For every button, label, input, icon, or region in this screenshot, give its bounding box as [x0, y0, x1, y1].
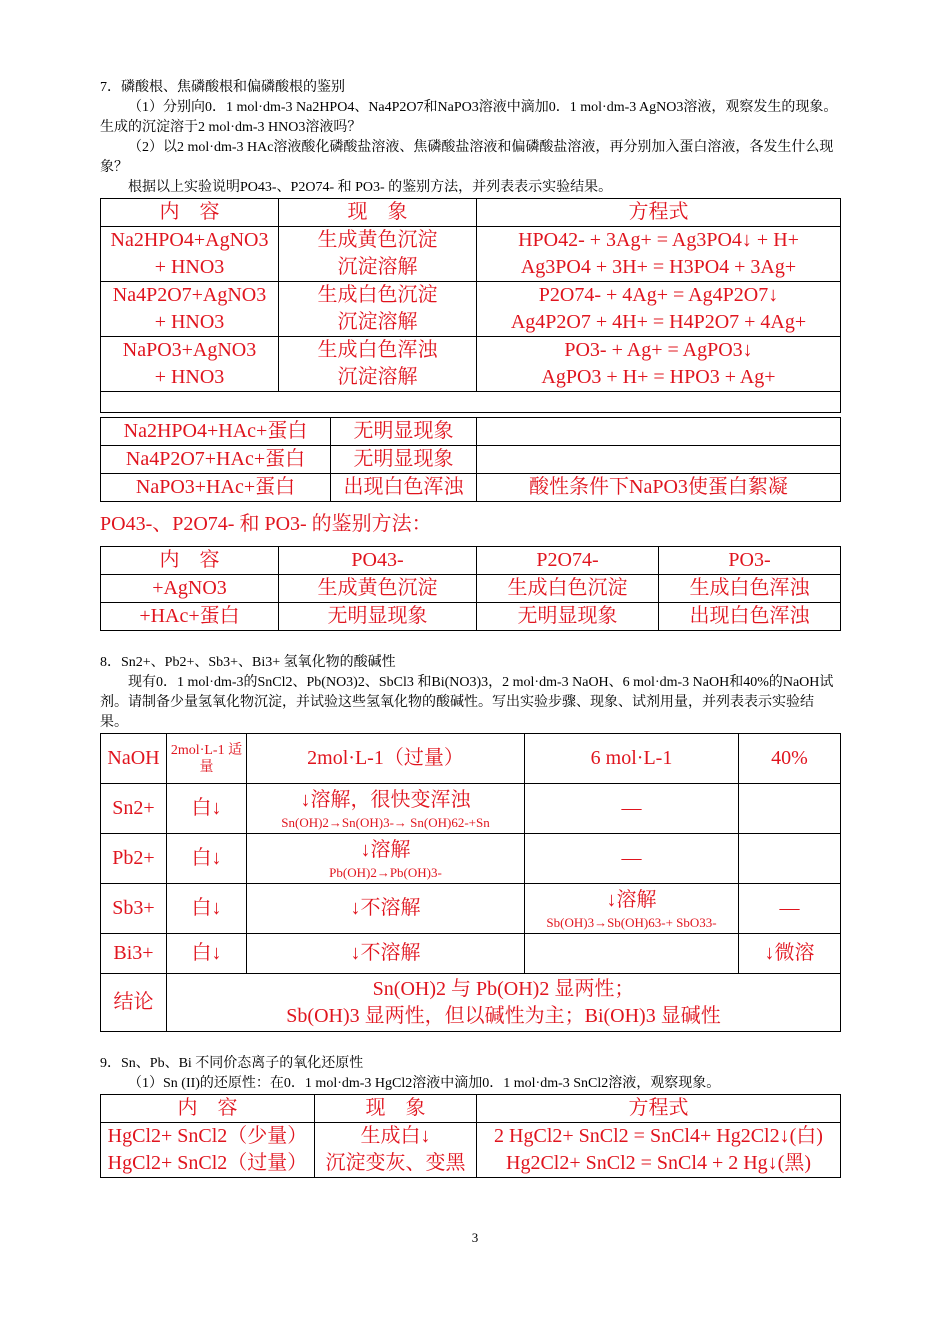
- table-row: [101, 884, 841, 934]
- cell-6m: [525, 934, 739, 974]
- header-6m: 6 mol·L-1: [525, 734, 739, 784]
- table-header-row: [101, 1095, 841, 1123]
- section-7-para-2: （2）以2 mol·dm-3 HAc溶液酸化磷酸盐溶液、焦磷酸盐溶液和偏磷酸盐溶液，再分别加入蛋白溶液，各发生什么现象？: [100, 140, 834, 175]
- cell-result: 生成白色沉淀: [477, 575, 659, 603]
- cell-ion: Bi3+: [101, 934, 167, 974]
- cell-ion: Pb2+: [101, 834, 167, 884]
- header-po4: PO43-: [279, 547, 477, 575]
- cell-40pct: [739, 834, 841, 884]
- protein-table: [100, 417, 841, 502]
- table-row: [101, 392, 841, 413]
- header-equation: 方程式: [477, 199, 841, 227]
- table-row: [101, 934, 841, 974]
- method-title: PO43-、P2O74- 和 PO3- 的鉴别方法：: [100, 513, 432, 535]
- cell-equation: AgPO3 + H+ = HPO3 + Ag+: [541, 366, 776, 388]
- document-page: [100, 78, 840, 1178]
- table-row: [101, 784, 841, 834]
- section-8-title: 8．Sn2+、Pb2+、Sb3+、Bi3+ 氢氧化物的酸碱性: [100, 655, 396, 670]
- table-header-row: [101, 547, 841, 575]
- header-naoh: NaOH: [101, 734, 167, 784]
- cell-2m-proper: 白↓: [167, 834, 247, 884]
- cell-phenomenon: 沉淀溶解: [337, 256, 418, 278]
- cell-phenomenon: 出现白色浑浊: [331, 474, 477, 502]
- cell-result: 无明显现象: [279, 603, 477, 631]
- cell-2m-excess-eq: Pb(OH)2→Pb(OH)3-: [329, 864, 442, 880]
- cell-phenomenon: 生成白↓: [360, 1125, 431, 1147]
- header-content: 内 容: [101, 547, 279, 575]
- cell-6m: —: [525, 784, 739, 834]
- table-row: [101, 418, 841, 446]
- header-phenomenon: 现 象: [279, 199, 477, 227]
- cell-result: 无明显现象: [477, 603, 659, 631]
- cell-phenomenon: 沉淀溶解: [337, 311, 418, 333]
- cell-2m-proper: 白↓: [167, 934, 247, 974]
- table-row: [101, 1123, 841, 1178]
- page-number: 3: [471, 1230, 479, 1245]
- cell-40pct: ↓微溶: [739, 934, 841, 974]
- cell-content: Na4P2O7+HAc+蛋白: [101, 446, 331, 474]
- cell-equation: 2 HgCl2+ SnCl2 = SnCl4+ Hg2Cl2↓(白): [494, 1125, 823, 1147]
- cell-6m-eq: Sb(OH)3→Sb(OH)63-+ SbO33-: [546, 914, 717, 930]
- cell-content: + HNO3: [154, 311, 225, 333]
- cell-content: NaPO3+AgNO3: [122, 339, 257, 361]
- cell-equation: HPO42- + 3Ag+ = Ag3PO4↓ + H+: [518, 229, 799, 251]
- header-2m-excess: 2mol·L-1（过量）: [247, 734, 525, 784]
- table-row: [101, 446, 841, 474]
- cell-content: +AgNO3: [101, 575, 279, 603]
- header-equation: 方程式: [477, 1095, 841, 1123]
- cell-equation: [477, 418, 841, 446]
- cell-equation: 酸性条件下NaPO3使蛋白絮凝: [477, 474, 841, 502]
- conclusion-label: 结论: [101, 974, 167, 1032]
- header-p2o7: P2O74-: [477, 547, 659, 575]
- cell-content: NaPO3+HAc+蛋白: [101, 474, 331, 502]
- cell-2m-proper: 白↓: [167, 884, 247, 934]
- cell-equation: [477, 446, 841, 474]
- cell-phenomenon: 沉淀变灰、变黑: [325, 1152, 466, 1174]
- cell-content: HgCl2+ SnCl2（少量）: [107, 1125, 308, 1147]
- empty-cell: [101, 392, 841, 413]
- table-row: [101, 603, 841, 631]
- method-table: [100, 546, 841, 631]
- cell-content: +HAc+蛋白: [101, 603, 279, 631]
- table-row: [101, 282, 841, 337]
- phosphate-table: [100, 198, 841, 413]
- section-7-title: 7．磷酸根、焦磷酸根和偏磷酸根的鉴别: [100, 80, 345, 95]
- cell-2m-excess: ↓不溶解: [247, 934, 525, 974]
- table-row: [101, 227, 841, 282]
- cell-equation: Hg2Cl2+ SnCl2 = SnCl4 + 2 Hg↓(黑): [506, 1152, 811, 1174]
- section-9-para-1: （1）Sn (II)的还原性：在0．1 mol·dm-3 HgCl2溶液中滴加0．1 mol·dm-3 SnCl2溶液，观察现象。: [128, 1076, 721, 1091]
- cell-equation: Ag4P2O7 + 4H+ = H4P2O7 + 4Ag+: [510, 311, 807, 333]
- cell-content: + HNO3: [154, 366, 225, 388]
- cell-content: + HNO3: [154, 256, 225, 278]
- cell-ion: Sn2+: [101, 784, 167, 834]
- cell-6m: —: [525, 834, 739, 884]
- cell-phenomenon: 沉淀溶解: [337, 366, 418, 388]
- cell-2m-excess: ↓不溶解: [247, 884, 525, 934]
- cell-phenomenon: 生成黄色沉淀: [317, 229, 438, 251]
- cell-equation: P2O74- + 4Ag+ = Ag4P2O7↓: [538, 284, 779, 306]
- table-header-row: [101, 199, 841, 227]
- cell-phenomenon: 无明显现象: [331, 446, 477, 474]
- header-content: 内 容: [101, 199, 279, 227]
- section-7-para-3: 根据以上实验说明PO43-、P2O74- 和 PO3- 的鉴别方法，并列表表示实验结果。: [128, 180, 613, 195]
- cell-result: 生成白色浑浊: [659, 575, 841, 603]
- table-row: [101, 474, 841, 502]
- header-po3: PO3-: [659, 547, 841, 575]
- header-content: 内 容: [101, 1095, 315, 1123]
- cell-content: Na2HPO4+HAc+蛋白: [101, 418, 331, 446]
- section-9-title: 9．Sn、Pb、Bi 不同价态离子的氧化还原性: [100, 1056, 364, 1071]
- cell-content: HgCl2+ SnCl2（过量）: [107, 1152, 308, 1174]
- cell-result: 出现白色浑浊: [659, 603, 841, 631]
- redox-table: [100, 1094, 841, 1178]
- hydroxide-table: [100, 733, 841, 1032]
- cell-2m-excess: ↓溶解，很快变浑浊: [300, 788, 471, 811]
- cell-equation: PO3- + Ag+ = AgPO3↓: [564, 339, 753, 361]
- cell-2m-proper: 白↓: [167, 784, 247, 834]
- section-8-para-1: 现有0．1 mol·dm-3的SnCl2、Pb(NO3)2、SbCl3 和Bi(NO3)3，2 mol·dm-3 NaOH、6 mol·dm-3 NaOH和40%的NaOH试剂。请制备少量氢氧化物沉淀，并试验这些氢氧化物的酸碱性。写出实验步骤、现象、试剂用量，并列表表示实验结果。: [100, 675, 834, 730]
- cell-6m: ↓溶解: [606, 888, 657, 911]
- cell-ion: Sb3+: [101, 884, 167, 934]
- cell-2m-excess: ↓溶解: [360, 838, 411, 861]
- header-40pct: 40%: [739, 734, 841, 784]
- cell-40pct: [739, 784, 841, 834]
- cell-phenomenon: 无明显现象: [331, 418, 477, 446]
- conclusion-line: Sn(OH)2 与 Pb(OH)2 显两性；: [372, 977, 635, 1000]
- section-7-para-1: （1）分别向0．1 mol·dm-3 Na2HPO4、Na4P2O7和NaPO3溶液中滴加0．1 mol·dm-3 AgNO3溶液，观察发生的现象。生成的沉淀溶于2 mol·dm-3 HNO3溶液吗？: [100, 100, 838, 135]
- table-row: [101, 337, 841, 392]
- cell-result: 生成黄色沉淀: [279, 575, 477, 603]
- conclusion-row: [101, 974, 841, 1032]
- cell-2m-excess-eq: Sn(OH)2→Sn(OH)3-→ Sn(OH)62-+Sn: [281, 814, 490, 830]
- cell-phenomenon: 生成白色浑浊: [317, 339, 438, 361]
- table-row: [101, 834, 841, 884]
- table-header-row: [101, 734, 841, 784]
- table-row: [101, 575, 841, 603]
- cell-phenomenon: 生成白色沉淀: [317, 284, 438, 306]
- conclusion-line: Sb(OH)3 显两性，但以碱性为主；Bi(OH)3 显碱性: [286, 1004, 721, 1027]
- cell-content: Na2HPO4+AgNO3: [110, 229, 269, 251]
- header-phenomenon: 现 象: [315, 1095, 477, 1123]
- cell-content: Na4P2O7+AgNO3: [112, 284, 267, 306]
- cell-equation: Ag3PO4 + 3H+ = H3PO4 + 3Ag+: [520, 256, 797, 278]
- cell-40pct: —: [739, 884, 841, 934]
- header-2m-proper: 2mol·L-1 适量: [167, 734, 247, 784]
